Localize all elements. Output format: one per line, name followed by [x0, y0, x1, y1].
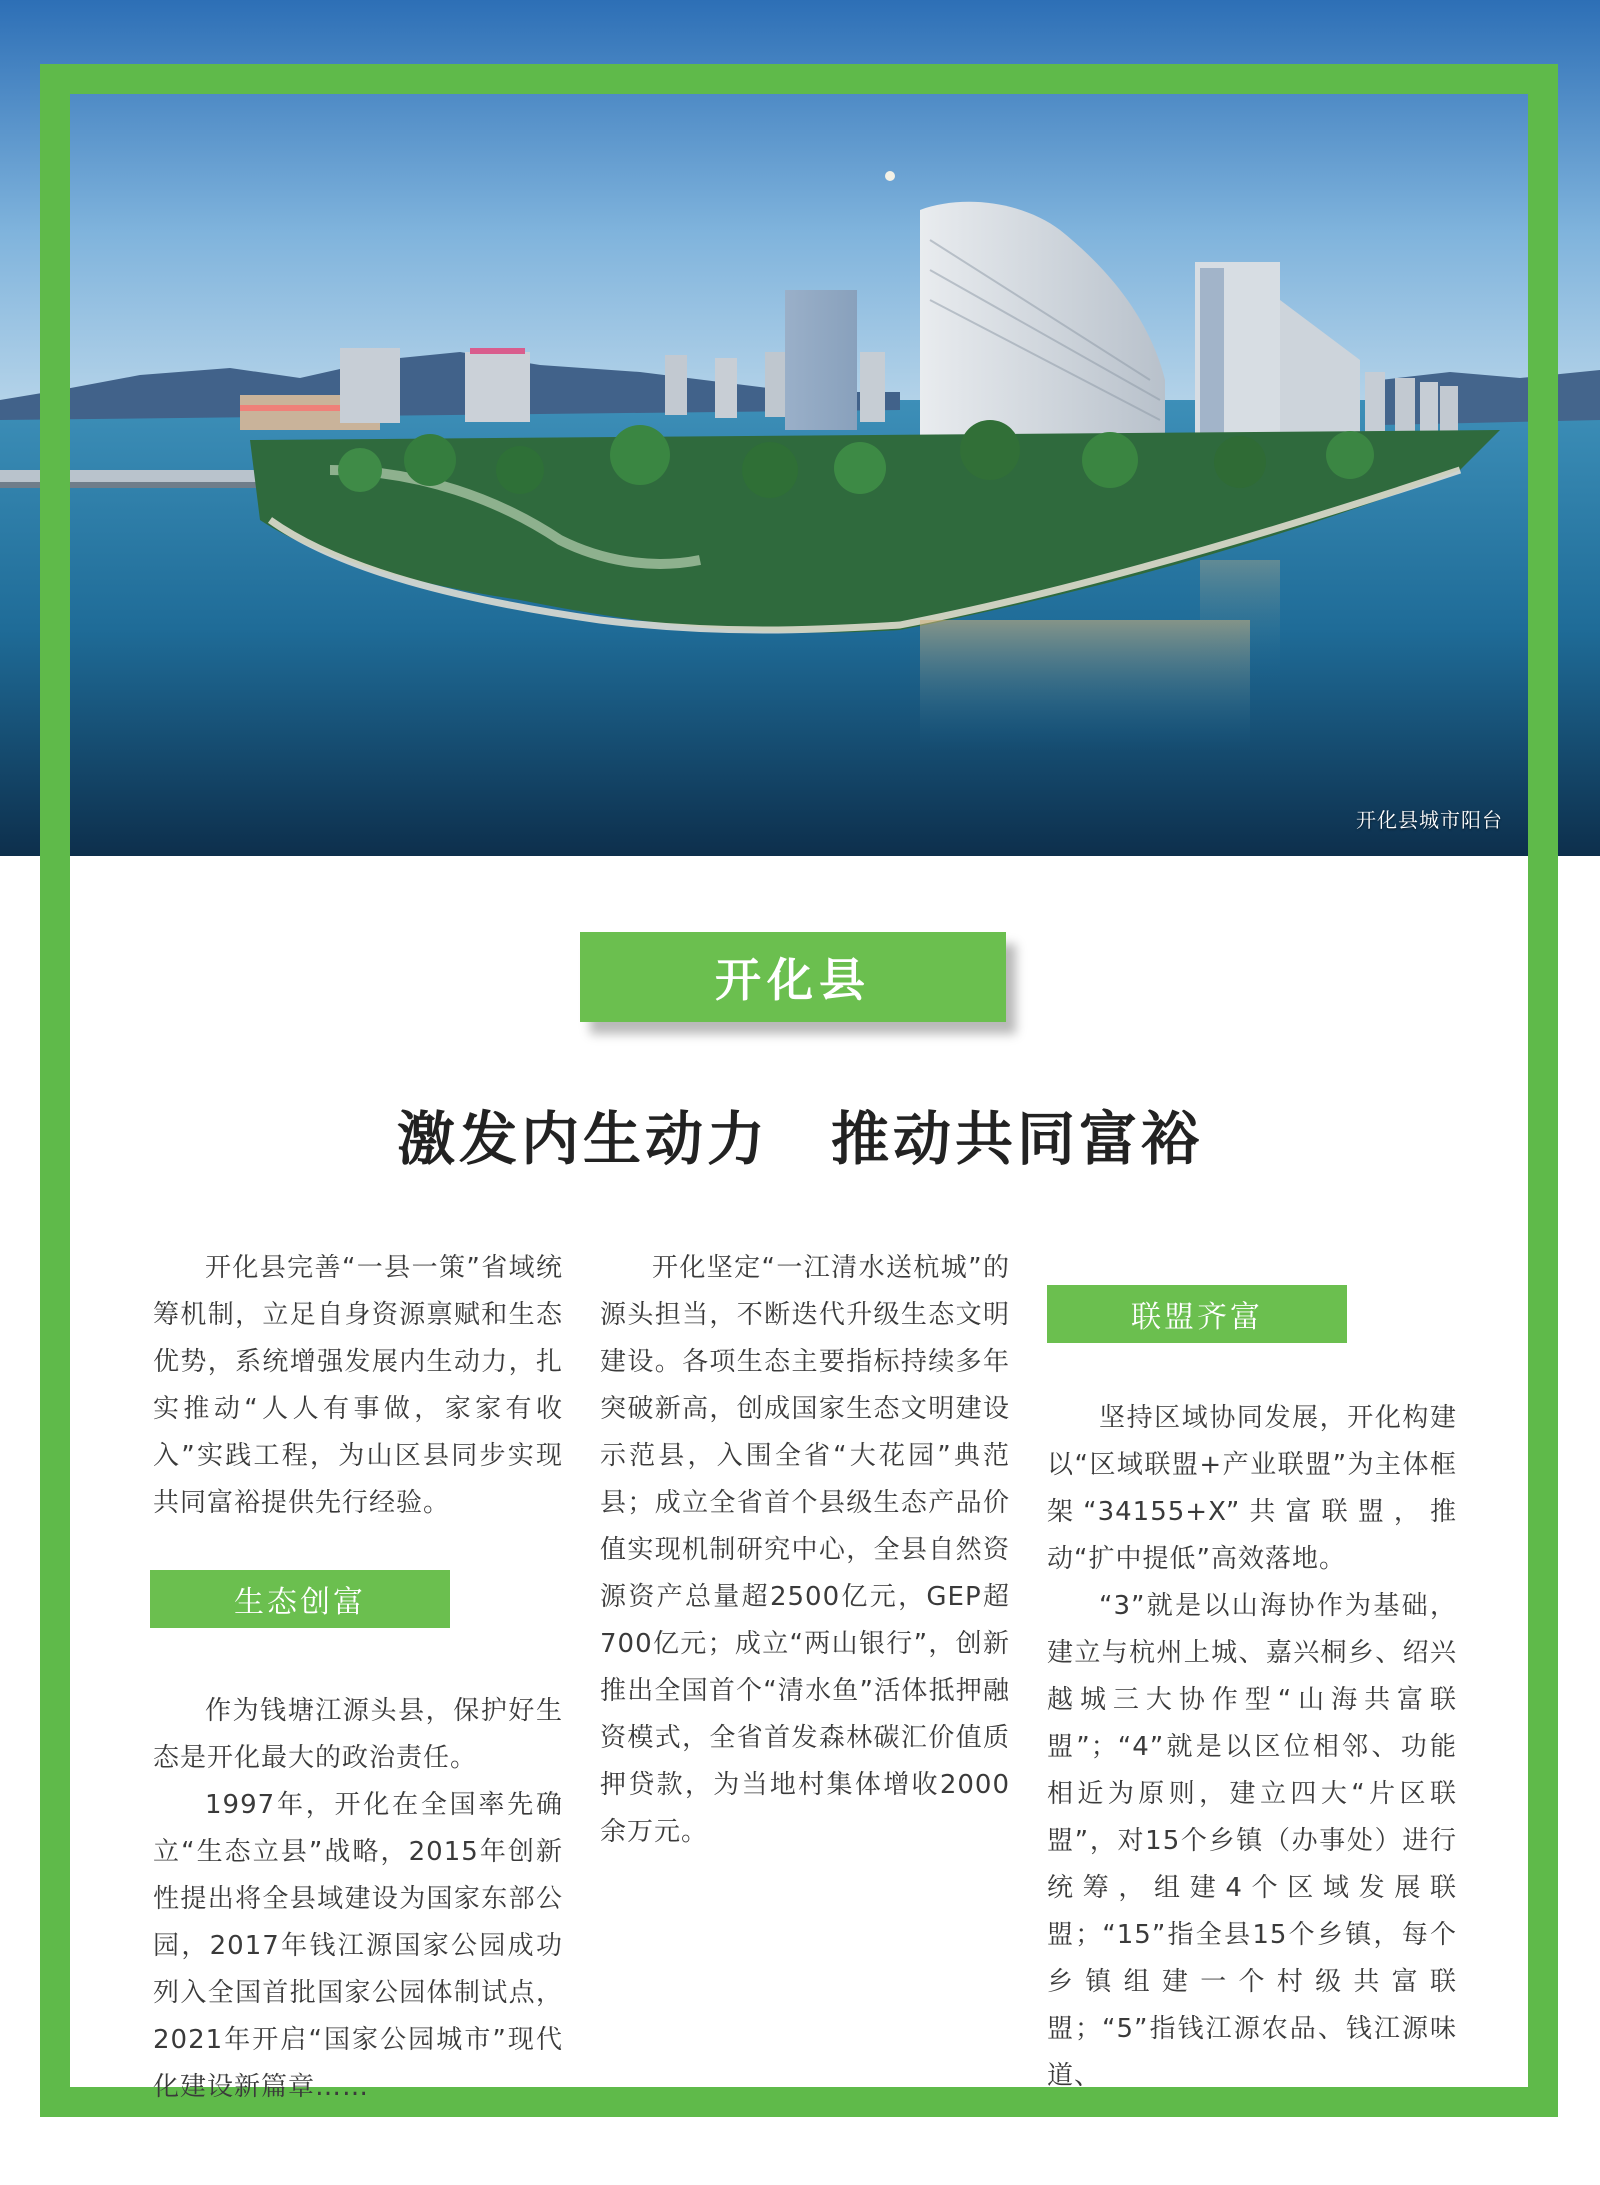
hero-photo	[0, 0, 1600, 856]
frame-left	[40, 64, 70, 2117]
paragraph: 坚持区域协同发展，开化构建以“区域联盟+产业联盟”为主体框架“34155+X”共富联盟，推动“扩中提低”高效落地。	[1047, 1403, 1457, 1574]
section-title: 生态创富	[234, 1585, 366, 1620]
frame-right	[1528, 64, 1558, 2117]
photo-caption: 开化县城市阳台	[1356, 808, 1503, 832]
main-title: 激发内生动力 推动共同富裕	[396, 1105, 1203, 1173]
column-3	[1047, 1245, 1457, 2100]
paragraph: 作为钱塘江源头县，保护好生态是开化最大的政治责任。	[153, 1696, 563, 1773]
column-1	[153, 1245, 563, 2111]
section-heading-ecology	[150, 1570, 450, 1628]
county-title: 开化县	[715, 953, 871, 1007]
section-title: 联盟齐富	[1131, 1300, 1263, 1335]
intro-paragraph: 开化县完善“一县一策”省域统筹机制，立足自身资源禀赋和生态优势，系统增强发展内生动力，扎实推动“人人有事做，家家有收入”实践工程，为山区县同步实现共同富裕提供先行经验。	[153, 1253, 563, 1518]
paragraph-continued: 1997年，开化在全国率先确立“生态立县”战略，2015年创新性提出将全县域建设为国家东部公园，2017年钱江源国家公园成功列入全国首批国家公园体制试点，2021年开启“国家公园城市”现代化建设新篇章……	[153, 1790, 563, 2102]
paragraph: “3”就是以山海协作为基础，建立与杭州上城、嘉兴桐乡、绍兴越城三大协作型“山海共富联盟”；“4”就是以区位相邻、功能相近为原则，建立四大“片区联盟”，对15个乡镇（办事处）进行统筹，组建4个区域发展联盟；“15”指全县15个乡镇，每个乡镇组建一个村级共富联盟；“5”指钱江源农品、钱江源味道、	[1047, 1591, 1457, 2091]
frame-top	[40, 64, 1558, 94]
paragraph: 开化坚定“一江清水送杭城”的源头担当，不断迭代升级生态文明建设。各项生态主要指标持续多年突破新高，创成国家生态文明建设示范县，入围全省“大花园”典范县；成立全省首个县级生态产品价值实现机制研究中心，全县自然资源资产总量超2500亿元，GEP超700亿元；成立“两山银行”，创新推出全国首个“清水鱼”活体抵押融资模式，全省首发森林碳汇价值质押贷款，为当地村集体增收2000余万元。	[600, 1253, 1010, 1847]
column-2	[600, 1245, 1010, 1856]
city-balcony-photo	[0, 0, 1600, 856]
county-label-box	[580, 932, 1006, 1022]
section-heading-alliance	[1047, 1285, 1347, 1343]
